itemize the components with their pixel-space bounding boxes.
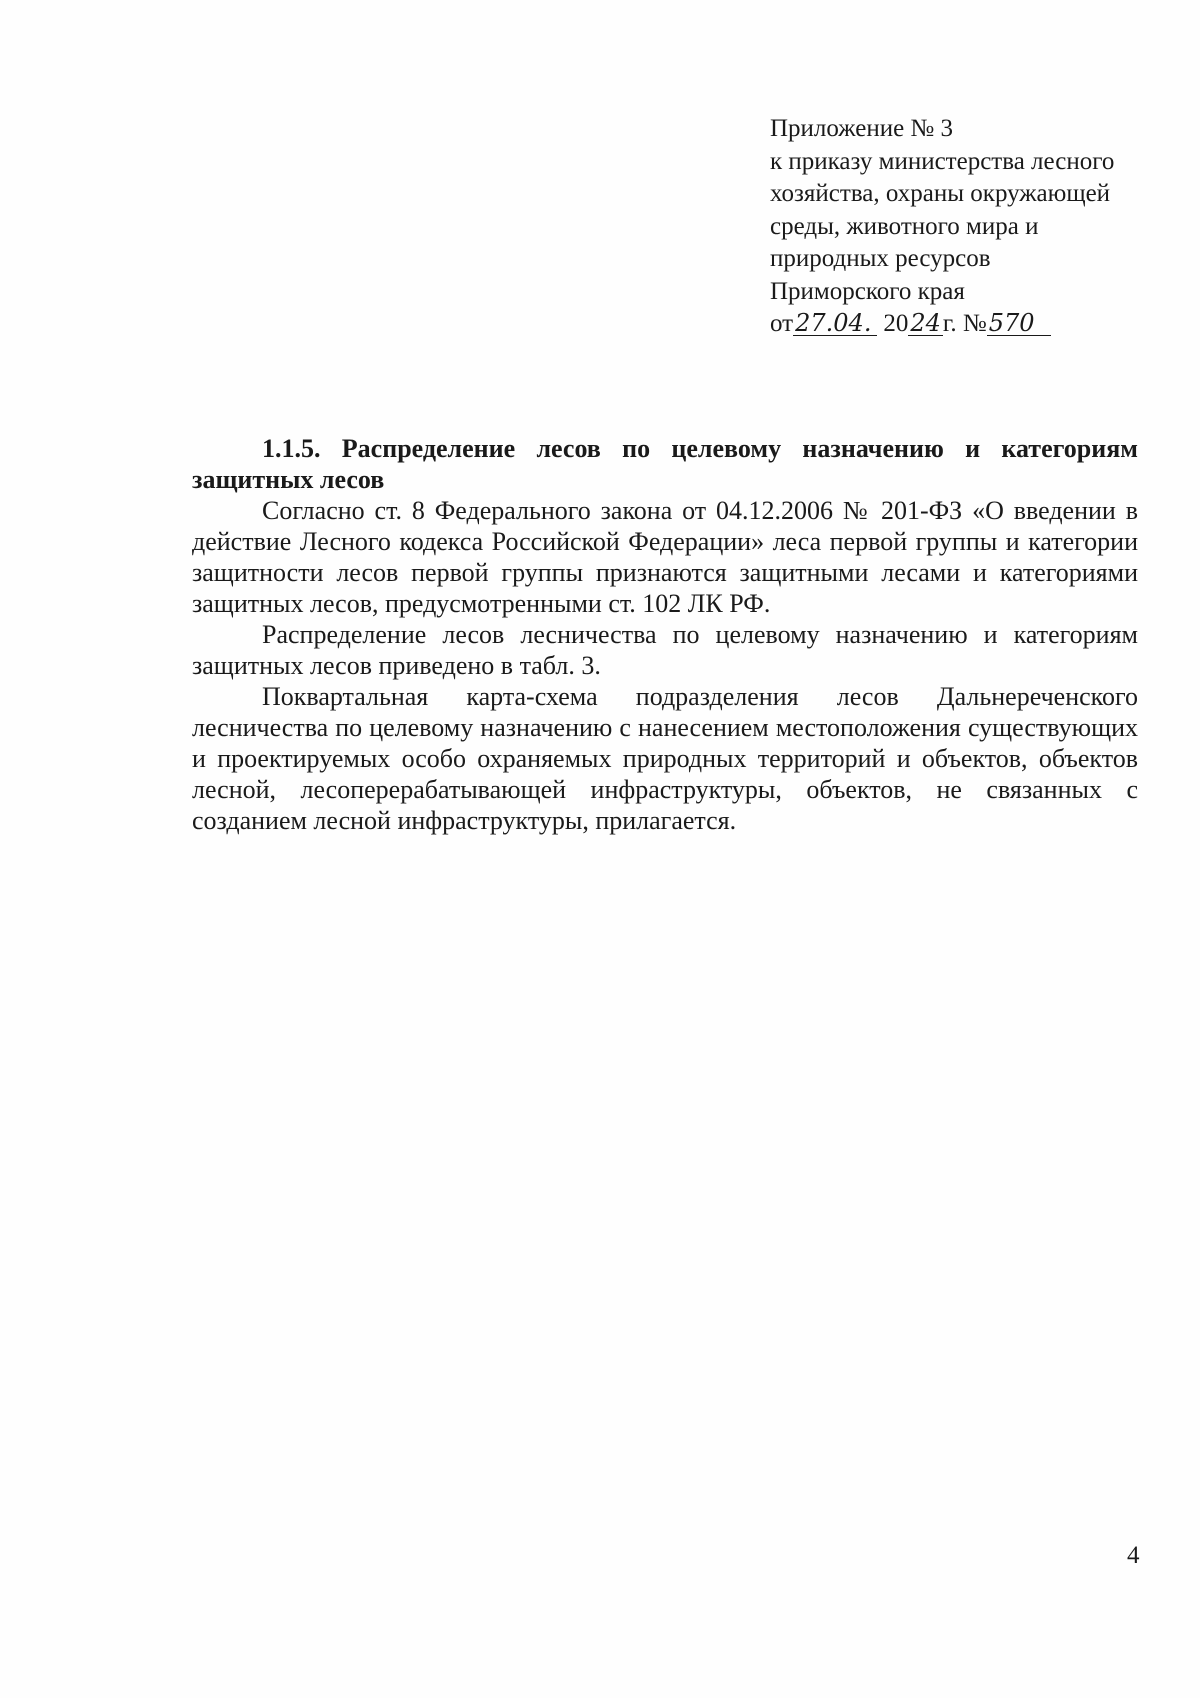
appendix-date-line (770, 308, 1150, 341)
appendix-ministry-line-2: среды, животного мира и (770, 212, 1039, 240)
section-heading: 1.1.5. Распределение лесов по целевому назначению и категориям защитных лесов (192, 434, 1138, 494)
number-prefix: г. № (942, 310, 987, 337)
handwritten-year: 24 (910, 309, 941, 337)
appendix-title: Приложение № 3 (770, 115, 954, 142)
appendix-ministry-line-3: природных ресурсов (770, 245, 991, 272)
paragraph-map-scheme: Поквартальная карта-схема подразделения лесов Дальнереченского лесничества по целевому назначению с нанесением местоположения существующих и проектируемых особо охраняемых природных территорий и объектов, объектов лесной, лесоперерабатывающей инфраструктуры, объектов, не связанных с созданием лесной инфраструктуры, прилагается. (192, 682, 1138, 835)
appendix-region-line: Приморского края (770, 277, 965, 305)
appendix-ministry-line-1: хозяйства, охраны окружающей (770, 180, 1111, 207)
handwritten-order-number: 570 (987, 311, 1051, 336)
appendix-order-line: к приказу министерства лесного (770, 147, 1115, 175)
section-body (192, 433, 1138, 836)
handwritten-date: 27.04. (793, 311, 877, 336)
paragraph-law-reference: Согласно ст. 8 Федерального закона от 04.12.2006 № 201-ФЗ «О введении в действие Лесного кодекса Российской Федерации» леса первой группы и категории защитности лесов первой группы признаются защитными лесами и категориями защитных лесов, предусмотренными ст. 102 ЛК РФ. (192, 496, 1138, 618)
year-prefix: 20 (877, 310, 909, 337)
appendix-header (770, 113, 1150, 341)
date-prefix: от (770, 310, 794, 337)
paragraph-table-reference: Распределение лесов лесничества по целевому назначению и категориям защитных лесов приведено в табл. 3. (192, 620, 1138, 680)
page-number: 4 (1127, 1542, 1140, 1569)
